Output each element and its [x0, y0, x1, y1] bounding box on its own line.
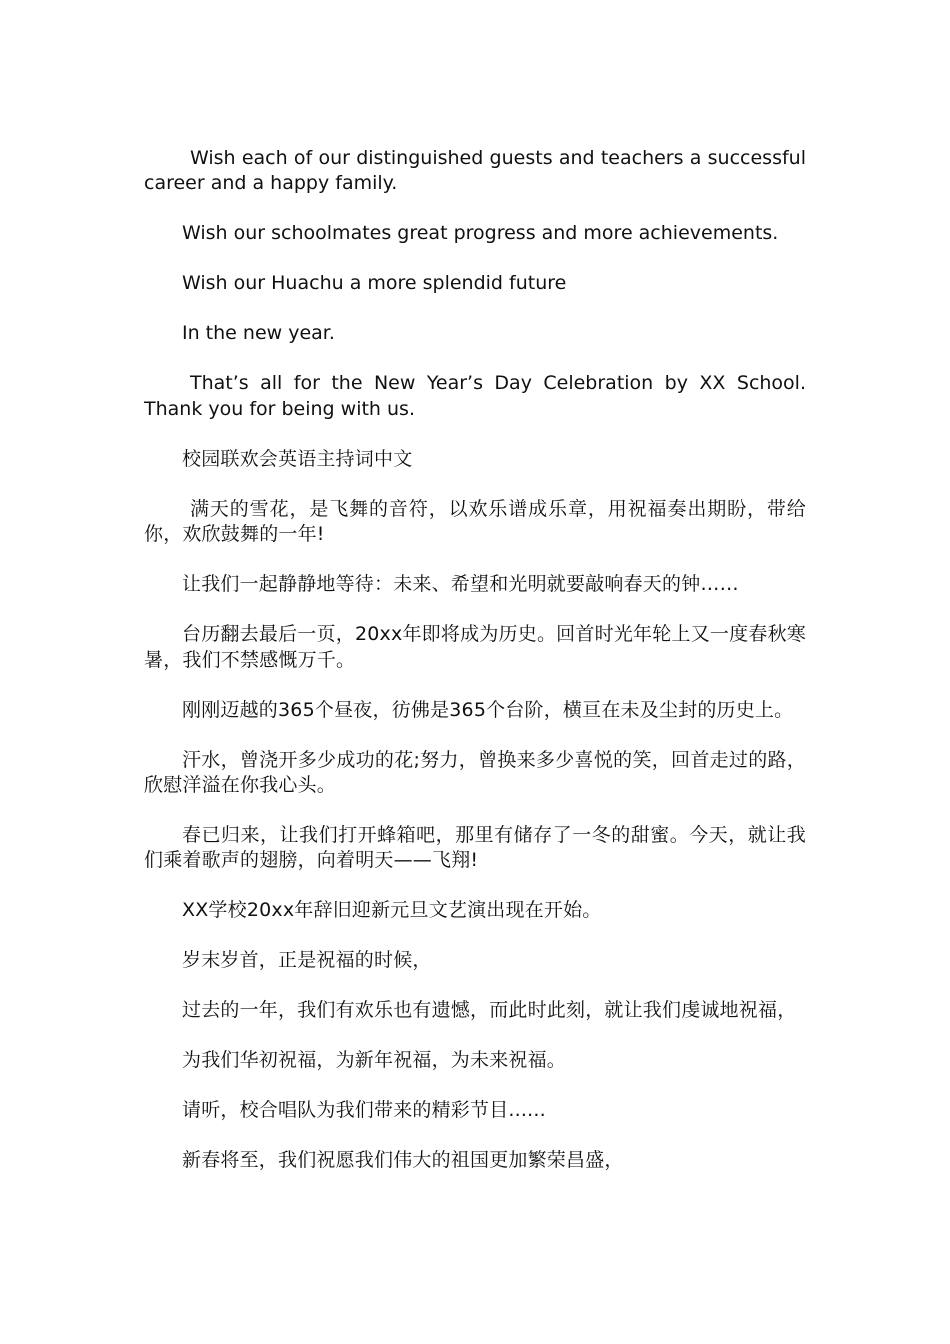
paragraph-motherland: 新春将至，我们祝愿我们伟大的祖国更加繁荣昌盛，: [182, 1149, 624, 1172]
paragraph-waiting: 让我们一起静静地等待：未来、希望和光明就要敲响春天的钟……: [182, 573, 739, 596]
paragraph-wish-schoolmates: Wish our schoolmates great progress and more achievements.: [182, 222, 779, 245]
paragraph-wish-huachu: Wish our Huachu a more splendid future: [182, 272, 567, 295]
paragraph-365-days: 刚刚迈越的365个昼夜，彷佛是365个台阶，横亘在未及尘封的历史上。: [182, 698, 794, 721]
paragraph-calendar: 台历翻去最后一页，20xx年即将成为历史。回首时光年轮上又一度春秋寒暑，我们不禁感慨万千。: [144, 623, 806, 671]
section-heading: 校园联欢会英语主持词中文: [182, 447, 413, 470]
paragraph-show-begins: XX学校20xx年辞旧迎新元旦文艺演出现在开始。: [182, 899, 602, 922]
paragraph-spring: 春已归来，让我们打开蜂箱吧，那里有储存了一冬的甜蜜。今天，就让我们乘着歌声的翅膀，向着明天——飞翔!: [144, 824, 806, 872]
paragraph-wish-guests: Wish each of our distinguished guests and teachers a successful career and a happy family.: [144, 147, 806, 195]
paragraph-new-year: In the new year.: [182, 322, 335, 345]
paragraph-past-year: 过去的一年，我们有欢乐也有遗憾，而此时此刻，就让我们虔诚地祝福，: [182, 999, 797, 1022]
paragraph-year-end: 岁末岁首，正是祝福的时候，: [182, 949, 432, 972]
document-page: [144, 146, 806, 1198]
paragraph-snowflakes: 满天的雪花，是飞舞的音符，以欢乐谱成乐章，用祝福奏出期盼，带给你，欢欣鼓舞的一年!: [144, 497, 806, 546]
paragraph-blessings: 为我们华初祝福，为新年祝福，为未来祝福。: [182, 1049, 567, 1072]
paragraph-closing: That’s all for the New Year’s Day Celebration by XX School. Thank you for being with us.: [144, 372, 806, 420]
paragraph-choir: 请听，校合唱队为我们带来的精彩节目......: [182, 1099, 546, 1122]
paragraph-sweat: 汗水，曾浇开多少成功的花;努力，曾换来多少喜悦的笑，回首走过的路，欣慰洋溢在你我心头。: [144, 748, 806, 797]
